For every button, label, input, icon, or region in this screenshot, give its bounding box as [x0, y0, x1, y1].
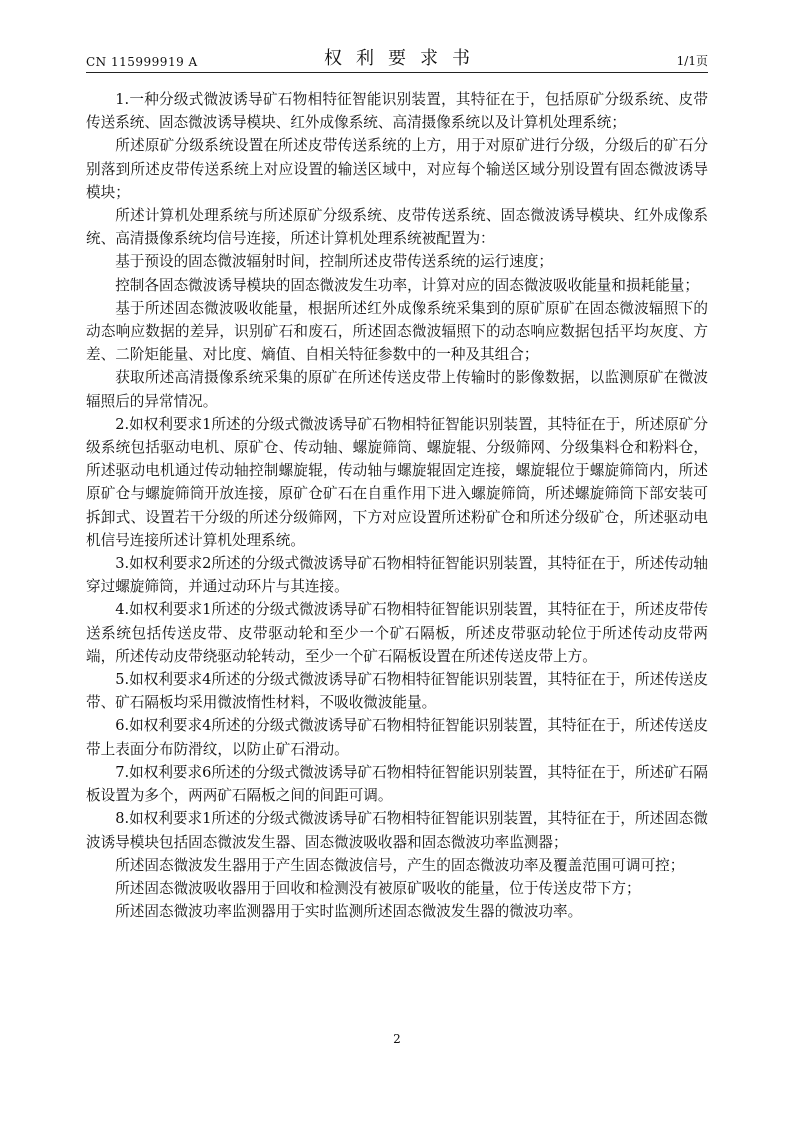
- claims-body: [86, 88, 708, 923]
- claim-paragraph: 2.如权利要求1所述的分级式微波诱导矿石物相特征智能识别装置，其特征在于，所述原矿分级系统包括驱动电机、原矿仓、传动轴、螺旋筛筒、螺旋辊、分级筛网、分级集料仓和粉料仓，所述驱动电机通过传动轴控制螺旋辊，传动轴与螺旋辊固定连接，螺旋辊位于螺旋筛筒内，所述原矿仓与螺旋筛筒开放连接，原矿仓矿石在自重作用下进入螺旋筛筒，所述螺旋筛筒下部安装可拆卸式、设置若干分级的所述分级筛网，下方对应设置所述粉矿仓和所述分级矿仓，所述驱动电机信号连接所述计算机处理系统。: [86, 415, 708, 549]
- claim-paragraph: 控制各固态微波诱导模块的固态微波发生功率，计算对应的固态微波吸收能量和损耗能量；: [115, 276, 699, 294]
- claim-paragraph: 获取所述高清摄像系统采集的原矿在所述传送皮带上传输时的影像数据，以监测原矿在微波辐照后的异常情况。: [86, 369, 708, 410]
- claim-paragraph: 4.如权利要求1所述的分级式微波诱导矿石物相特征智能识别装置，其特征在于，所述皮带传送系统包括传送皮带、皮带驱动轮和至少一个矿石隔板，所述皮带驱动轮位于所述传动皮带两端，所述传动皮带绕驱动轮转动，至少一个矿石隔板设置在所述传送皮带上方。: [86, 601, 708, 665]
- document-title: 权利要求书: [324, 48, 484, 69]
- claim-paragraph: 7.如权利要求6所述的分级式微波诱导矿石物相特征智能识别装置，其特征在于，所述矿石隔板设置为多个，两两矿石隔板之间的间距可调。: [86, 763, 708, 805]
- header-divider: [86, 72, 708, 73]
- claim-paragraph: 所述固态微波发生器用于产生固态微波信号，产生的固态微波功率及覆盖范围可调可控；: [115, 856, 685, 874]
- claim-paragraph: 基于预设的固态微波辐射时间，控制所述皮带传送系统的运行速度；: [115, 253, 554, 271]
- page-header: [86, 46, 708, 72]
- claim-paragraph: 1.一种分级式微波诱导矿石物相特征智能识别装置，其特征在于，包括原矿分级系统、皮带传送系统、固态微波诱导模块、红外成像系统、高清摄像系统以及计算机处理系统；: [86, 91, 708, 132]
- claim-paragraph: 基于所述固态微波吸收能量，根据所述红外成像系统采集到的原矿原矿在固态微波辐照下的动态响应数据的差异，识别矿石和废石，所述固态微波辐照下的动态响应数据包括平均灰度、方差、二阶矩能量、对比度、熵值、自相关特征参数中的一种及其组合；: [86, 299, 708, 364]
- claim-paragraph: 8.如权利要求1所述的分级式微波诱导矿石物相特征智能识别装置，其特征在于，所述固态微波诱导模块包括固态微波发生器、固态微波吸收器和固态微波功率监测器；: [86, 810, 708, 851]
- claim-paragraph: 所述固态微波吸收器用于回收和检测没有被原矿吸收的能量，位于传送皮带下方；: [115, 879, 641, 897]
- claim-paragraph: 所述计算机处理系统与所述原矿分级系统、皮带传送系统、固态微波诱导模块、红外成像系统、高清摄像系统均信号连接，所述计算机处理系统被配置为：: [86, 207, 708, 248]
- page-number: 2: [393, 1032, 401, 1046]
- claim-paragraph: 6.如权利要求4所述的分级式微波诱导矿石物相特征智能识别装置，其特征在于，所述传送皮带上表面分布防滑纹，以防止矿石滑动。: [86, 717, 708, 758]
- claim-paragraph: 所述原矿分级系统设置在所述皮带传送系统的上方，用于对原矿进行分级，分级后的矿石分别落到所述皮带传送系统上对应设置的输送区域中，对应每个输送区域分别设置有固态微波诱导模块；: [86, 137, 708, 201]
- claim-paragraph: 所述固态微波功率监测器用于实时监测所述固态微波发生器的微波功率。: [115, 903, 583, 921]
- page-info: 1/1页: [676, 54, 708, 68]
- claim-paragraph: 3.如权利要求2所述的分级式微波诱导矿石物相特征智能识别装置，其特征在于，所述传动轴穿过螺旋筛筒，并通过动环片与其连接。: [86, 555, 708, 596]
- claim-paragraph: 5.如权利要求4所述的分级式微波诱导矿石物相特征智能识别装置，其特征在于，所述传送皮带、矿石隔板均采用微波惰性材料，不吸收微波能量。: [86, 671, 708, 712]
- patent-number: CN 115999919 A: [86, 55, 198, 69]
